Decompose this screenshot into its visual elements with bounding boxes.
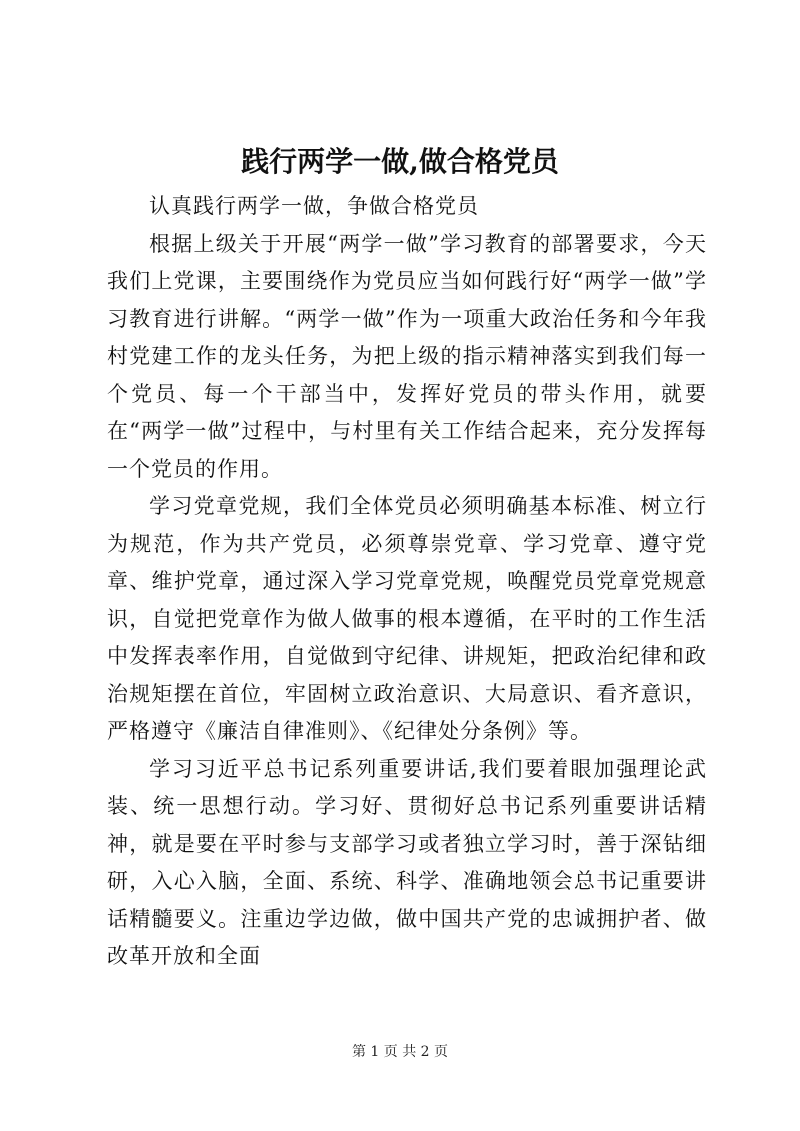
paragraph-speeches: 学习习近平总书记系列重要讲话,我们要着眼加强理论武装、统一思想行动。学习好、贯彻好总书记系列重要讲话精神，就是要在平时参与支部学习或者独立学习时，善于深钻细研，入心入脑，全面、系统、科学、准确地领会总书记重要讲话精髓要义。注重边学边做，做中国共产党的忠诚拥护者、做改革开放和全面 — [107, 756, 707, 968]
document-body — [107, 188, 707, 976]
paragraph-subtitle: 认真践行两学一做，争做合格党员 — [149, 194, 479, 218]
paragraph-party-rules: 学习党章党规，我们全体党员必须明确基本标准、树立行为规范，作为共产党员，必须尊崇党章、学习党章、遵守党章、维护党章，通过深入学习党章党规，唤醒党员党章党规意识，自觉把党章作为做人做事的根本遵循，在平时的工作生活中发挥表率作用，自觉做到守纪律、讲规矩，把政治纪律和政治规矩摆在首位，牢固树立政治意识、大局意识、看齐意识，严格遵守《廉洁自律准则》、《纪律处分条例》等。 — [107, 494, 707, 743]
page-footer: 第 1 页 共 2 页 — [351, 1044, 449, 1060]
paragraph-intro: 根据上级关于开展“两学一做”学习教育的部署要求，今天我们上党课，主要围绕作为党员应当如何践行好“两学一做”学习教育进行讲解。“两学一做”作为一项重大政治任务和今年我村党建工作的龙头任务，为把上级的指示精神落实到我们每一个党员、每一个干部当中，发挥好党员的带头作用，就要在“两学一做”过程中，与村里有关工作结合起来，充分发挥每一个党员的作用。 — [107, 231, 707, 481]
document-title: 践行两学一做,做合格党员 — [241, 145, 559, 178]
